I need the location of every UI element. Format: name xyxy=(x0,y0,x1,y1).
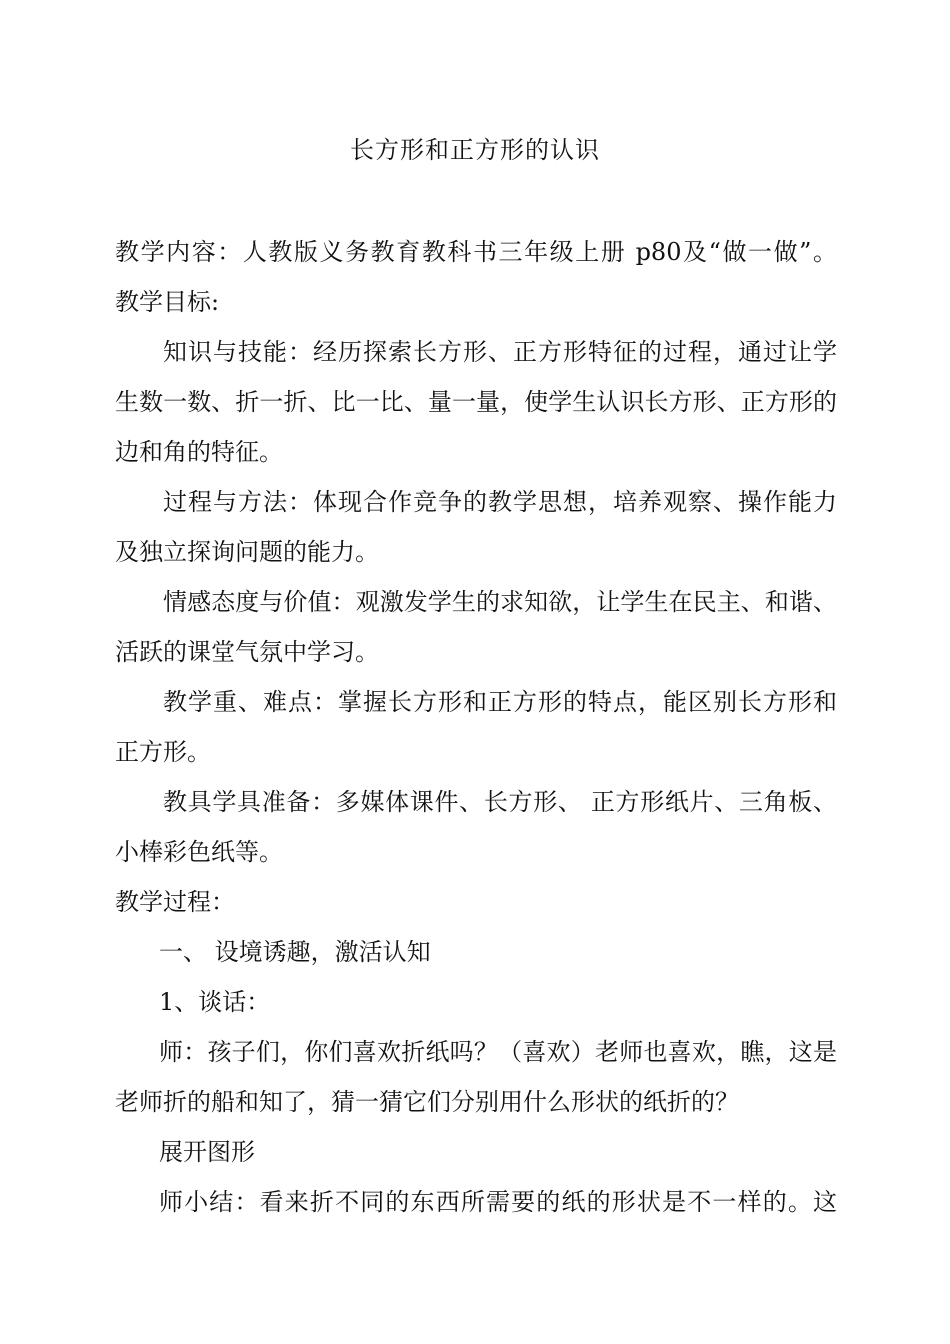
text-line: 教学重、难点：掌握长方形和正方形的特点，能区别长方形和 xyxy=(163,688,837,716)
text-line: 过程与方法：体现合作竞争的教学思想，培养观察、操作能力 xyxy=(163,488,837,516)
text-line: 教具学具准备：多媒体课件、长方形、 正方形纸片、三角板、 xyxy=(163,788,837,816)
text-line: 教学目标: xyxy=(115,288,220,316)
text-line: 师小结：看来折不同的东西所需要的纸的形状是不一样的。这 xyxy=(159,1188,837,1216)
text-line: 小棒彩色纸等。 xyxy=(115,838,283,866)
text-line: 1、谈话： xyxy=(159,988,271,1016)
text-line: 展开图形 xyxy=(159,1138,255,1166)
text-line: 知识与技能：经历探索长方形、正方形特征的过程，通过让学 xyxy=(163,338,837,366)
text-line: 正方形。 xyxy=(115,738,211,766)
text-line: 老师折的船和知了，猜一猜它们分别用什么形状的纸折的？ xyxy=(115,1088,739,1116)
text-line: 边和角的特征。 xyxy=(115,438,283,466)
text-line: 及独立探询问题的能力。 xyxy=(115,538,379,566)
text-line: 教学内容：人教版义务教育教科书三年级上册 p80及“做一做”。 xyxy=(115,238,837,266)
text-line: 情感态度与价值：观激发学生的求知欲，让学生在民主、和谐、 xyxy=(163,588,837,616)
document-title: 长方形和正方形的认识 xyxy=(350,136,600,164)
text-line: 活跃的课堂气氛中学习。 xyxy=(115,638,379,666)
text-line: 教学过程： xyxy=(115,888,235,916)
document-body xyxy=(115,227,837,1227)
text-line: 师：孩子们，你们喜欢折纸吗？（喜欢）老师也喜欢，瞧，这是 xyxy=(159,1038,837,1066)
text-line: 生数一数、折一折、比一比、量一量，使学生认识长方形、正方形的 xyxy=(115,388,837,416)
text-line: 一、 设境诱趣，激活认知 xyxy=(159,938,431,966)
